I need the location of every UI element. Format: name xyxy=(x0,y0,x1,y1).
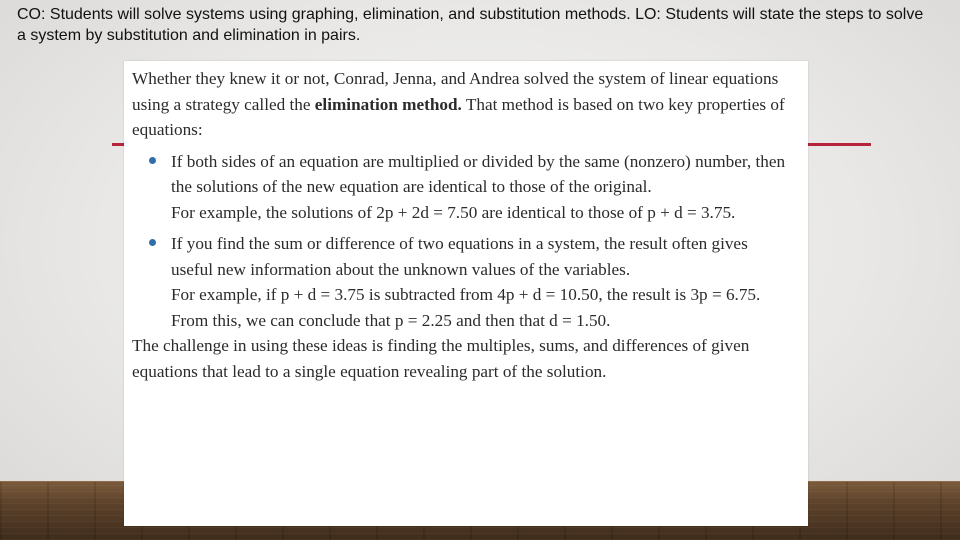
objective-line-1: CO: Students will solve systems using graphing, elimination, and substitution methods. LO: Students will state the steps to solve xyxy=(17,6,924,23)
property-text-2: If you find the sum or difference of two equations in a system, the result often gives useful new information about the unknown values of the variables. xyxy=(171,234,748,279)
property-example-1: For example, the solutions of 2p + 2d = 7.50 are identical to those of p + d = 3.75. xyxy=(171,202,736,222)
objective-line-2: a system by substitution and elimination in pairs. xyxy=(17,27,361,44)
property-item-1 xyxy=(132,149,794,226)
textbook-excerpt xyxy=(124,61,808,526)
intro-paragraph: Whether they knew it or not, Conrad, Jenna, and Andrea solved the system of linear equations using a strategy called the elimination method. That method is based on two key properties of equations: xyxy=(132,69,785,139)
lesson-objectives xyxy=(17,4,960,46)
property-example-2: For example, if p + d = 3.75 is subtracted from 4p + d = 10.50, the result is 3p = 6.75. From this, we can conclude that p = 2.25 and then that d = 1.50. xyxy=(171,285,761,330)
bullet-icon xyxy=(149,157,156,164)
closing-paragraph: The challenge in using these ideas is finding the multiples, sums, and differences of given equations that lead to a single equation revealing part of the solution. xyxy=(132,336,750,381)
elimination-method-term: elimination method. xyxy=(314,94,462,114)
property-item-2 xyxy=(132,231,794,333)
bullet-icon xyxy=(149,239,156,246)
property-text-1: If both sides of an equation are multiplied or divided by the same (nonzero) number, then the solutions of the new equation are identical to those of the original. xyxy=(171,151,786,196)
